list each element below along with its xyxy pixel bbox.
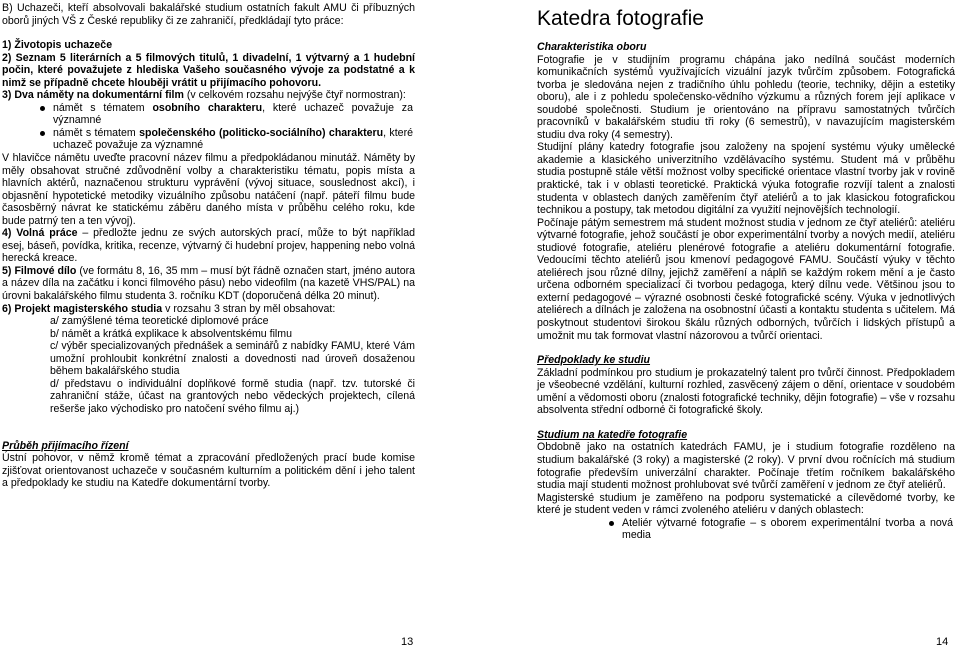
left-page bbox=[0, 0, 418, 651]
item-6 bbox=[2, 303, 415, 316]
item-3-head: 3) Dva náměty na dokumentární film bbox=[2, 89, 184, 102]
bullet-icon bbox=[609, 521, 614, 526]
item-3 bbox=[2, 89, 415, 102]
list-item bbox=[571, 517, 955, 542]
characteristics-heading: Charakteristika oboru bbox=[537, 41, 647, 53]
atelier-list bbox=[537, 517, 955, 542]
process-heading: Průběh přijímacího řízení bbox=[2, 439, 129, 452]
item-6-d: d/ představu o individuální doplňkové formě studia (např. tzv. tutorské či zahraniční stáže, účast na grantových nebo vědeckých projektech, cílená rešerše jako východisko pro natočení svého filmu aj.) bbox=[50, 377, 415, 415]
item-4 bbox=[2, 227, 415, 265]
item-6-rest: v rozsahu 3 stran by měl obsahovat: bbox=[162, 302, 336, 315]
right-page bbox=[535, 0, 957, 651]
bullet-text: , které uchazeč považuje za významné bbox=[53, 126, 413, 152]
prerequisites-text: Základní podmínkou pro studium je prokazatelný talent pro tvůrčí činnost. Předpokladem je všeobecné vzdělání, kulturní rozhled, zasvěcený zájem o dění, orientace v soudobém umění a vědomosti oboru (znalosti fotografické techniky, dějin fotografie) – vše v rozsahu absolventa střední odborné či fotografické školy. bbox=[537, 366, 955, 417]
item-1: 1) Životopis uchazeče bbox=[2, 39, 113, 52]
bullet-text: námět s tématem bbox=[53, 101, 153, 114]
item-6-head: 6) Projekt magisterského studia bbox=[2, 302, 163, 315]
page-number-right: 14 bbox=[936, 636, 949, 648]
item-3-note: V hlavičce námětu uveďte pracovní název filmu a předpokládanou minutáž. Náměty by měly obsahovat stručné zdůvodnění volby a charakteristiku tématu, popis místa a hlavních aktérů, naznačenou strukturu vyprávění (vývoj situace, souslednost akcí), i objasnění hypotetické metodiky vizuálního způsobu natáčení (např. páteří filmu bude časosběrný návrat ke statickému záběru daného místa v průběhu celého roku, kde bude patrný ten a ten vývoj). bbox=[2, 152, 415, 227]
intro-paragraph: B) Uchazeči, kteří absolvovali bakalářské studium ostatních fakult AMU či příbuzných oborů jiných VŠ z České republiky či ze zahraničí, předkládají tyto práce: bbox=[2, 2, 415, 27]
process-text: Ústní pohovor, v němž kromě témat a zpracování předložených prací bude komise zjišťovat orientovanost uchazeče v současném kulturním a politickém dění i jeho talent a předpoklady ke studiu na Katedře dokumentární tvorby. bbox=[2, 452, 415, 490]
characteristics-paragraph: Fotografie je v studijním programu chápána jako nedílná součást moderních komunikačních systémů využívajících vizuální jazyk tvůrčím způsobem. Fotografická tvorba je sledována nejen z tradičního úhlu pohledu (teorie, techniky, dějin a estetiky oboru), ale i z pohledu společensko-vědního výzkumu a různých forem její aplikace v soudobé společnosti. Studium je orientováno na přípravu samostatných tvůrčích pracovníků v bakalářském studiu tři roky (6 semestrů), v navazujícím magisterském studiu dva roky (4 semestry). bbox=[537, 53, 955, 141]
list-item bbox=[2, 127, 415, 152]
item-5-head: 5) Filmové dílo bbox=[2, 264, 77, 277]
item-5 bbox=[2, 265, 415, 303]
item-5-rest: (ve formátu 8, 16, 35 mm – musí být řádně označen start, jméno autora a název díla na začátku i konci filmového pásu) nebo videofilm (na kazetě VHS/PAL) na úrovni bakalářského filmu studenta 3. ročníku KDT (doporučená délka 20 minut). bbox=[2, 264, 415, 303]
bullet-icon bbox=[40, 106, 45, 111]
page-number-left: 13 bbox=[401, 636, 414, 648]
bullet-text: námět s tématem bbox=[53, 126, 140, 139]
study-paragraph: Obdobně jako na ostatních katedrách FAMU, je i studium fotografie rozděleno na studium bakalářské (3 roky) a magisterské (2 roky). V první dvou ročnících má studium fotografie především univerzální charakter. Počínaje třetím ročníkem bakalářského studia mají studenti možnost prohlubovat své tvůrčí zaměření v jednom ze čtyř ateliérů. bbox=[537, 441, 955, 492]
characteristics-paragraph: Počínaje pátým semestrem má student možnost studia v jednom ze čtyř ateliérů: ateliéru výtvarné fotografie, jehož součástí je obor experimentální tvorby a nových medií, ateliéru studiové fotografie, ateliéru plenérové fotografie a ateliéru dokumentární fotografie. Vedoucími těchto ateliérů jsou kmenoví pedagogové FAMU. Součástí výuky v těchto ateliérech jsou různé dílny, jejichž zaměření a náplň se každým rokem mění a je často určena odborném specializací či tvorbou pedagoga, který dílnu vede. Většinou jsou to externí pedagogové – výrazné osobnosti české fotografické scény. Výuka v jednotlivých ateliérech a dílnách je založena na osobnostní účasti a kontaktu studenta s učitelem. Má poskytnout studentovi širokou škálu různých odborných, tvůrčích i lidských přístupů a umožnit mu tak formovat vlastní názorovou a tvůrčí orientaci. bbox=[537, 216, 955, 342]
item-6-b: b/ námět a krátká explikace k absolventskému filmu bbox=[50, 327, 293, 340]
bullet-icon bbox=[40, 131, 45, 136]
item-2 bbox=[2, 52, 415, 90]
study-heading: Studium na katedře fotografie bbox=[537, 428, 688, 441]
list-item bbox=[2, 102, 415, 127]
characteristics-paragraph: Studijní plány katedry fotografie jsou založeny na spojení systému výuky umělecké akademie a klasického univerzitního vzdělávacího systému. Student má v průběhu studia postupně stále větší možnost volby specifické orientace vlastní tvorby jak v rovině praktické, tak i v oblasti teoretické. Praktická výuka fotografie rozvíjí talent a znalosti studenta v oblastech daných zaměřením čtyř ateliérů a to jak klasickou fotografickou technikou a postupy, tak metodou digitální za využití nejnovějších technologií. bbox=[537, 141, 955, 217]
item-6-a: a/ zamýšlené téma teoretické diplomové práce bbox=[50, 315, 269, 328]
bullet-emphasis: společenského (politicko-sociálního) charakteru bbox=[139, 126, 384, 139]
study-paragraph: Magisterské studium je zaměřeno na podporu systematické a cílevědomé tvorby, ke které je student veden v rámci zvoleného ateliéru v daných oblastech: bbox=[537, 491, 955, 517]
bullet-text: Ateliér výtvarné fotografie – s oborem experimentální tvorba a nová media bbox=[622, 516, 953, 542]
item-4-rest: – předložte jednu ze svých autorských prací, může to být například esej, báseň, povídka, kritika, recenze, výtvarný či hudební projev, happening nebo volná herecká kreace. bbox=[2, 227, 415, 265]
item-3-rest: (v celkovém rozsahu nejvýše čtyř normostran): bbox=[183, 89, 406, 102]
topic-list bbox=[2, 102, 415, 152]
page-title: Katedra fotografie bbox=[537, 7, 704, 30]
item-6-c: c/ výběr specializovaných přednášek a seminářů z nabídky FAMU, které Vám umožní prohloubit konkrétní znalosti a dovednosti nad úroveň dosaženou během bakalářského studia bbox=[50, 340, 415, 378]
item-2-text: 2) Seznam 5 literárních a 5 filmových titulů, 1 divadelní, 1 výtvarný a 1 hudební počin, které považujete z hlediska Vašeho současného vývoje za podstatné a k nimž se případně chcete hlouběji vrátit u přijímacího pohovoru. bbox=[2, 51, 415, 89]
bullet-emphasis: osobního charakteru bbox=[152, 101, 263, 114]
bullet-text: , které uchazeč považuje za významné bbox=[53, 101, 413, 127]
prerequisites-heading: Předpoklady ke studiu bbox=[537, 354, 651, 367]
item-4-head: 4) Volná práce bbox=[2, 227, 78, 240]
